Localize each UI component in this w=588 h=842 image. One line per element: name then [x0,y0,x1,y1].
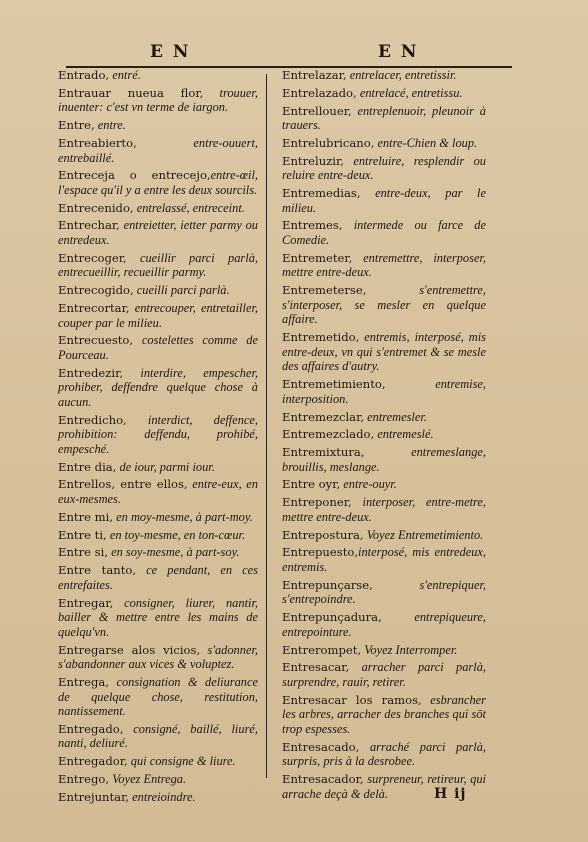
entry-headword: Entrepuesto, [282,545,359,560]
entry-definition: entre-œil, l'espace qu'il y a entre les deux sourcils. [58,168,258,197]
dictionary-entry [282,693,486,737]
entry-headword: Entrecoger, [58,250,127,265]
dictionary-entry [58,722,258,751]
entry-headword: Entre tanto, [58,563,137,578]
dictionary-entry [282,186,486,215]
entry-definition: interposer, entre-metre, mettre entre-deux. [282,495,486,524]
entry-headword: Entredicho, [58,412,127,427]
entry-headword: Entre ti, [58,527,107,542]
dictionary-entry [282,660,486,689]
entry-definition: entrelassé, entreceint. [133,200,245,215]
dictionary-entry [282,218,486,247]
entry-definition: entreplenuoir, pleunoir à trauers. [282,103,486,133]
entry-definition: entremeslé. [374,427,434,442]
entry-definition: entre. [94,118,126,133]
entry-definition: cueillir parci parlà, entrecueillir, recueillir parmy. [58,250,258,280]
entry-definition: entre-ouyr. [340,477,397,492]
dictionary-entry [58,545,258,560]
signature-mark: H ij [434,786,467,802]
entry-definition: consigner, liurer, nantir, bailler & mettre entre les mains de quelqu'vn. [58,595,258,639]
dictionary-entry [282,68,486,83]
entry-headword: Entregar, [58,595,114,610]
entry-headword: Entrega, [58,674,110,689]
dictionary-entry [282,283,486,327]
entry-definition: costelettes comme de Pourceau. [58,333,258,362]
entry-headword: Entregarse alos vicios, [58,642,201,657]
entry-definition: entreioindre. [129,789,196,804]
entry-definition: entré. [109,68,141,82]
entry-headword: Entrego, [58,772,110,787]
entry-definition: consignation & deliurance de quelque chose, restitution, nantissement. [58,674,258,719]
entry-headword: Entrauar nueua flor, [58,85,204,100]
running-head-left: E N [150,42,191,62]
entry-headword: Entre si, [58,545,109,560]
dictionary-entry [282,330,486,374]
dictionary-entry [58,218,258,247]
dictionary-entry [58,168,258,197]
entry-headword: Entremezclado, [282,427,375,442]
dictionary-entry [58,596,258,640]
entry-definition: entrelacé, entretissu. [356,85,463,100]
entry-definition: de iour, parmi iour. [116,459,215,474]
dictionary-entry [58,772,258,787]
entry-headword: Entresacar, [282,660,350,675]
entry-definition: trouuer, inuenter: c'est vn terme de iargon. [58,85,258,115]
entry-headword: Entregado, [58,721,124,736]
dictionary-entry [58,366,258,410]
dictionary-entry [58,118,258,133]
dictionary-entry [58,675,258,719]
entry-headword: Entrado, [58,68,110,82]
dictionary-entry [58,563,258,592]
entry-definition: entre-Chien & loup. [374,135,478,150]
dictionary-entry [58,510,258,525]
entry-headword: Entrecuesto, [58,333,134,348]
dictionary-entry [282,578,486,607]
dictionary-entry [58,251,258,280]
entry-definition: entrecouper, entretailler, couper par le milieu. [58,301,258,330]
entry-definition: cueilli parci parlà. [133,283,230,298]
dictionary-entry [58,477,258,506]
dictionary-entry [282,610,486,639]
entry-definition: s'entrepiquer, s'entrepoindre. [282,577,486,607]
entry-definition: interposé, mis entredeux, entremis. [282,545,486,574]
entry-headword: Entremetido, [282,330,360,345]
dictionary-entry [58,68,258,83]
entry-headword: Entrellouer, [282,103,352,118]
entry-headword: Entreponer, [282,495,352,510]
entry-headword: Entrecogido, [58,283,134,298]
entry-headword: Entrellos, entre ellos, [58,477,188,492]
column-divider [266,74,267,778]
dictionary-entry [58,86,258,115]
entry-headword: Entrechar, [58,218,120,233]
dictionary-entry [58,333,258,362]
dictionary-entry [58,528,258,543]
entry-definition: entremise, interposition. [282,377,486,406]
entry-definition: arracher parci parlà, surprendre, rauir, retirer. [282,660,486,689]
dictionary-entry [282,495,486,524]
entry-definition: Voyez Entrega. [109,772,187,787]
entry-headword: Entremeterse, [282,283,367,298]
right-column [282,68,486,804]
entry-headword: Entrepunçadura, [282,610,382,625]
entry-definition: entreluire, resplendir ou reluire entre-deux. [282,153,486,183]
entry-headword: Entredezir, [58,365,124,380]
entry-headword: Entre dia, [58,459,117,474]
entry-definition: interdire, empescher, prohiber, deffendre quelque chose à aucun. [58,365,258,409]
entry-headword: Entresacado, [282,739,360,754]
entry-headword: Entrerompet, [282,642,362,657]
dictionary-entry [58,790,258,805]
dictionary-entry [282,251,486,280]
entry-headword: Entrepunçarse, [282,577,373,592]
entry-definition: entreietter, ietter parmy ou entredeux. [58,218,258,248]
entry-definition: en moy-mesme, à part-moy. [113,509,253,524]
dictionary-entry [58,283,258,298]
dictionary-entry [282,477,486,492]
entry-definition: arraché parci parlà, surpris, pris à la desrobee. [282,739,486,769]
entry-headword: Entrejuntar, [58,789,130,804]
dictionary-entry [282,445,486,474]
entry-headword: Entrelazar, [282,68,347,82]
dictionary-entry [282,154,486,183]
entry-definition: en soy-mesme, à part-soy. [108,545,240,560]
entry-headword: Entreluzir, [282,153,344,168]
entry-definition: s'adonner, s'abandonner aux vices & voluptez. [58,642,258,672]
entry-definition: entremesler. [364,409,427,424]
left-column [58,68,258,808]
entry-definition: entre-ouuert, entrebaillé. [58,135,258,165]
dictionary-entry [282,528,486,543]
entry-headword: Entresacador, [282,772,364,787]
entry-headword: Entremixtura, [282,445,365,460]
dictionary-entry [58,413,258,457]
entry-definition: s'entremettre, s'interposer, se mesler en quelque affaire. [282,283,486,327]
entry-definition: en toy-mesme, en ton-cœur. [106,527,246,542]
entry-definition: surpreneur, retireur, qui arrache deçà & delà. [282,772,486,801]
dictionary-entry [282,427,486,442]
dictionary-entry [282,740,486,769]
entry-definition: entrepiqueure, entrepointure. [282,610,486,639]
entry-definition: intermede ou farce de Comedie. [282,218,486,248]
dictionary-entry [282,410,486,425]
entry-headword: Entremedias, [282,186,361,201]
entry-headword: Entremes, [282,218,343,233]
entry-definition: Voyez Interromper. [361,642,458,657]
entry-definition: esbrancher les arbres, arracher des branches qui sōt trop espesses. [282,692,487,736]
entry-headword: Entremeter, [282,250,353,265]
dictionary-entry [58,301,258,330]
dictionary-entry [282,643,486,658]
dictionary-entry [58,136,258,165]
dictionary-entry [58,643,258,672]
dictionary-entry [58,201,258,216]
dictionary-entry [282,545,486,574]
entry-definition: qui consigne & liure. [127,754,236,769]
entry-headword: Entreabierto, [58,135,137,150]
dictionary-entry [58,754,258,769]
entry-definition: entremettre, interposer, mettre entre-deux. [282,250,486,280]
entry-headword: Entremetimiento, [282,377,386,392]
running-head-right: E N [378,42,419,62]
dictionary-entry [282,136,486,151]
entry-headword: Entrecenido, [58,200,134,215]
entry-headword: Entrelazado, [282,85,357,100]
entry-definition: consigné, baillé, liuré, nanti, deliuré. [58,721,258,751]
dictionary-entry [282,86,486,101]
entry-headword: Entresacar los ramos, [282,692,422,707]
entry-headword: Entreceja o entrecejo, [58,168,211,183]
entry-headword: Entregador, [58,754,128,769]
entry-definition: Voyez Entremetimiento. [363,527,484,542]
entry-definition: interdict, deffence, prohibition: deffendu, prohibé, empesché. [58,412,258,456]
entry-headword: Entrecortar, [58,301,130,315]
entry-headword: Entremezclar, [282,409,365,424]
entry-headword: Entrelubricano, [282,135,375,150]
entry-headword: Entre mi, [58,509,114,524]
entry-definition: entrelacer, entretissir. [346,68,457,82]
entry-definition: entremis, interposé, mis entre-deux, vn qui s'entremet & se mesle des affaires d'autry. [282,330,486,374]
entry-definition: entremeslange, brouillis, meslange. [282,445,486,474]
entry-headword: Entrepostura, [282,527,364,542]
entry-definition: ce pendant, en ces entrefaites. [58,563,258,592]
entry-definition: entre-deux, par le milieu. [282,186,486,215]
entry-headword: Entre oyr, [282,477,341,492]
dictionary-entry [58,460,258,475]
dictionary-entry [282,377,486,406]
entry-definition: entre-eux, en eux-mesmes. [58,477,258,507]
entry-headword: Entre, [58,118,95,133]
dictionary-entry [282,104,486,133]
